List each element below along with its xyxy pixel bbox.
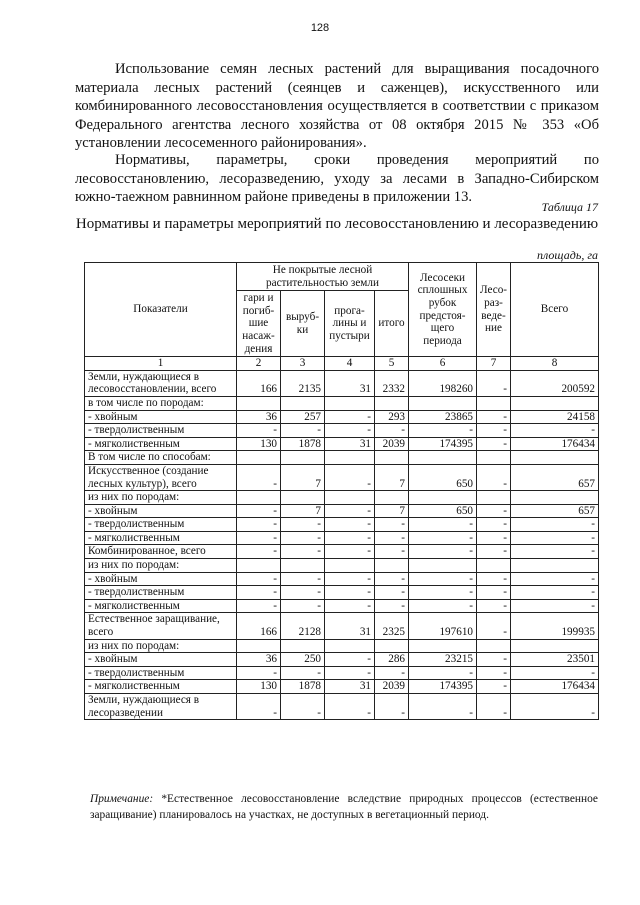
column-number: 1 xyxy=(85,357,237,371)
cell-value: 200592 xyxy=(511,370,599,396)
cell-value xyxy=(237,639,281,653)
cell-value: 257 xyxy=(281,410,325,424)
paragraph-seed-use xyxy=(75,60,599,153)
row-label: - мягколиственным xyxy=(85,531,237,545)
cell-value xyxy=(477,491,511,505)
cell-value: - xyxy=(477,464,511,490)
row-label: - хвойным xyxy=(85,504,237,518)
cell-value: 657 xyxy=(511,504,599,518)
cell-value xyxy=(375,396,409,410)
cell-value xyxy=(477,451,511,465)
row-label: Искусственное (создание лесных культур), всего xyxy=(85,464,237,490)
cell-value: - xyxy=(477,694,511,720)
table-row xyxy=(85,666,599,680)
table-row xyxy=(85,437,599,451)
cell-value xyxy=(375,559,409,573)
cell-value: - xyxy=(511,545,599,559)
cell-value xyxy=(409,451,477,465)
cell-value: 7 xyxy=(281,504,325,518)
row-label: в том числе по породам: xyxy=(85,396,237,410)
cell-value: - xyxy=(511,694,599,720)
cell-value xyxy=(375,639,409,653)
cell-value: - xyxy=(375,666,409,680)
cell-value: - xyxy=(409,545,477,559)
header-all: Всего xyxy=(511,263,599,357)
cell-value: - xyxy=(281,599,325,613)
cell-value: - xyxy=(477,370,511,396)
table-row xyxy=(85,464,599,490)
cell-value xyxy=(375,451,409,465)
cell-value: - xyxy=(375,599,409,613)
cell-value xyxy=(409,559,477,573)
cell-value: - xyxy=(409,424,477,438)
cell-value: 130 xyxy=(237,680,281,694)
cell-value: - xyxy=(325,586,375,600)
cell-value: - xyxy=(375,531,409,545)
row-label: - твердолиственным xyxy=(85,424,237,438)
column-number: 2 xyxy=(237,357,281,371)
row-label: из них по породам: xyxy=(85,639,237,653)
table-row xyxy=(85,653,599,667)
cell-value: 36 xyxy=(237,410,281,424)
cell-value: - xyxy=(237,424,281,438)
cell-value: - xyxy=(477,613,511,639)
cell-value xyxy=(325,396,375,410)
cell-value: - xyxy=(237,531,281,545)
table-row xyxy=(85,424,599,438)
cell-value: - xyxy=(237,586,281,600)
cell-value: 7 xyxy=(375,504,409,518)
table-row xyxy=(85,396,599,410)
cell-value: - xyxy=(477,531,511,545)
cell-value: 23501 xyxy=(511,653,599,667)
cell-value xyxy=(511,639,599,653)
header-glades: прога-лины и пустыри xyxy=(325,291,375,357)
table-row xyxy=(85,410,599,424)
cell-value: - xyxy=(477,666,511,680)
cell-value xyxy=(325,559,375,573)
cell-value xyxy=(409,639,477,653)
cell-value: - xyxy=(409,586,477,600)
cell-value xyxy=(375,491,409,505)
column-number: 5 xyxy=(375,357,409,371)
row-label: Земли, нуждающиеся в лесоразведении xyxy=(85,694,237,720)
units-label: площадь, га xyxy=(537,248,598,262)
reforestation-table xyxy=(84,262,599,720)
cell-value: - xyxy=(477,586,511,600)
cell-value: - xyxy=(325,518,375,532)
cell-value: 130 xyxy=(237,437,281,451)
paragraph-text: Нормативы, параметры, сроки проведения мероприятий по лесовосстановлению, лесоразведению, уходу за лесами в Западно-Сибирском южно-таежном равнинном районе приведены в приложении 13. xyxy=(75,152,599,206)
cell-value: 31 xyxy=(325,437,375,451)
cell-value xyxy=(477,559,511,573)
cell-value: 24158 xyxy=(511,410,599,424)
row-label: - хвойным xyxy=(85,653,237,667)
cell-value: 1878 xyxy=(281,680,325,694)
table-row xyxy=(85,491,599,505)
cell-value xyxy=(281,559,325,573)
cell-value: 166 xyxy=(237,370,281,396)
cell-value xyxy=(237,451,281,465)
cell-value: 36 xyxy=(237,653,281,667)
cell-value: 176434 xyxy=(511,680,599,694)
cell-value xyxy=(511,451,599,465)
cell-value: - xyxy=(477,518,511,532)
cell-value: 650 xyxy=(409,464,477,490)
cell-value: - xyxy=(409,599,477,613)
cell-value: 650 xyxy=(409,504,477,518)
row-label: - твердолиственным xyxy=(85,666,237,680)
cell-value: 31 xyxy=(325,613,375,639)
cell-value: - xyxy=(477,653,511,667)
cell-value: - xyxy=(375,694,409,720)
row-label: Земли, нуждающиеся в лесовосстановлении, всего xyxy=(85,370,237,396)
table-row xyxy=(85,680,599,694)
header-cuttings: выруб-ки xyxy=(281,291,325,357)
header-burned: гари и погиб-шие насаж-дения xyxy=(237,291,281,357)
table-row xyxy=(85,504,599,518)
cell-value: - xyxy=(511,424,599,438)
cell-value xyxy=(281,491,325,505)
header-indicators: Показатели xyxy=(85,263,237,357)
table-row xyxy=(85,694,599,720)
cell-value: 174395 xyxy=(409,437,477,451)
cell-value xyxy=(477,396,511,410)
table-label: Таблица 17 xyxy=(541,200,598,214)
paragraph-text: Использование семян лесных растений для выращивания посадочного материала лесных растений (сеянцев и саженцев), искусственного или комбинированного лесовосстановления осуществляется в соответствии с приказом Федерального агентства лесного хозяйства от 08 октября 2015 № 353 «Об установлении лесосеменного районирования». xyxy=(75,61,599,152)
cell-value: - xyxy=(511,572,599,586)
cell-value: - xyxy=(237,694,281,720)
row-label: - хвойным xyxy=(85,572,237,586)
cell-value: - xyxy=(325,531,375,545)
cell-value: - xyxy=(375,586,409,600)
cell-value: - xyxy=(325,424,375,438)
cell-value: - xyxy=(511,531,599,545)
header-not-covered-group: Не покрытые лесной растительностью земли xyxy=(237,263,409,291)
cell-value: - xyxy=(375,424,409,438)
cell-value: - xyxy=(477,545,511,559)
cell-value: 197610 xyxy=(409,613,477,639)
cell-value: - xyxy=(237,599,281,613)
cell-value xyxy=(237,396,281,410)
paragraph-norms xyxy=(75,151,599,207)
cell-value: - xyxy=(325,572,375,586)
row-label: Естественное заращивание, всего xyxy=(85,613,237,639)
column-number: 3 xyxy=(281,357,325,371)
cell-value xyxy=(325,491,375,505)
cell-value: - xyxy=(375,572,409,586)
cell-value: 23865 xyxy=(409,410,477,424)
cell-value: - xyxy=(325,599,375,613)
note-text: *Естественное лесовосстановление вследствие природных процессов (естественное заращивание) планировалось на участках, не доступных в вегетационный период. xyxy=(90,793,598,821)
cell-value xyxy=(237,559,281,573)
table-row xyxy=(85,518,599,532)
cell-value: 2332 xyxy=(375,370,409,396)
cell-value: 23215 xyxy=(409,653,477,667)
cell-value: - xyxy=(409,694,477,720)
cell-value: - xyxy=(325,666,375,680)
cell-value: 250 xyxy=(281,653,325,667)
cell-value: - xyxy=(375,518,409,532)
cell-value: 2135 xyxy=(281,370,325,396)
cell-value: - xyxy=(281,694,325,720)
table-row xyxy=(85,572,599,586)
column-number: 6 xyxy=(409,357,477,371)
cell-value: 2325 xyxy=(375,613,409,639)
header-clearcuts: Лесосеки сплошных рубок предстоя-щего периода xyxy=(409,263,477,357)
row-label: из них по породам: xyxy=(85,491,237,505)
cell-value: - xyxy=(477,572,511,586)
cell-value: - xyxy=(477,680,511,694)
cell-value: - xyxy=(281,424,325,438)
cell-value xyxy=(511,491,599,505)
row-label: из них по породам: xyxy=(85,559,237,573)
cell-value: - xyxy=(409,666,477,680)
row-label: - твердолиственным xyxy=(85,518,237,532)
cell-value xyxy=(237,491,281,505)
column-number: 8 xyxy=(511,357,599,371)
cell-value: - xyxy=(409,518,477,532)
row-label: - мягколиственным xyxy=(85,437,237,451)
cell-value: 1878 xyxy=(281,437,325,451)
cell-value: - xyxy=(477,410,511,424)
table-row xyxy=(85,531,599,545)
cell-value: 7 xyxy=(375,464,409,490)
cell-value: - xyxy=(409,572,477,586)
cell-value: - xyxy=(237,518,281,532)
cell-value: 174395 xyxy=(409,680,477,694)
table-row xyxy=(85,586,599,600)
cell-value: - xyxy=(281,531,325,545)
row-label: - твердолиственным xyxy=(85,586,237,600)
cell-value: 198260 xyxy=(409,370,477,396)
cell-value: 176434 xyxy=(511,437,599,451)
cell-value xyxy=(511,396,599,410)
cell-value: 166 xyxy=(237,613,281,639)
row-label: В том числе по способам: xyxy=(85,451,237,465)
table-row xyxy=(85,559,599,573)
cell-value: - xyxy=(511,518,599,532)
cell-value: - xyxy=(477,599,511,613)
row-label: - мягколиственным xyxy=(85,599,237,613)
cell-value: - xyxy=(325,653,375,667)
cell-value: - xyxy=(281,572,325,586)
cell-value: - xyxy=(477,437,511,451)
cell-value xyxy=(511,559,599,573)
cell-value: - xyxy=(511,666,599,680)
cell-value: - xyxy=(375,545,409,559)
cell-value: - xyxy=(325,504,375,518)
cell-value: - xyxy=(325,545,375,559)
cell-value: 7 xyxy=(281,464,325,490)
header-afforestation: Лесо-раз-веде-ние xyxy=(477,263,511,357)
table-row xyxy=(85,545,599,559)
cell-value: - xyxy=(511,586,599,600)
cell-value xyxy=(477,639,511,653)
cell-value xyxy=(281,451,325,465)
cell-value: - xyxy=(511,599,599,613)
cell-value: 2128 xyxy=(281,613,325,639)
cell-value: - xyxy=(281,518,325,532)
table-note xyxy=(90,791,598,823)
cell-value: - xyxy=(409,531,477,545)
table-body xyxy=(85,370,599,719)
cell-value: - xyxy=(281,586,325,600)
cell-value: 2039 xyxy=(375,437,409,451)
table-row xyxy=(85,599,599,613)
cell-value: - xyxy=(477,504,511,518)
cell-value: - xyxy=(281,666,325,680)
column-number-row xyxy=(85,357,599,371)
table-row xyxy=(85,613,599,639)
table-row xyxy=(85,370,599,396)
header-total: итого xyxy=(375,291,409,357)
cell-value xyxy=(325,639,375,653)
page-number: 128 xyxy=(310,22,330,34)
cell-value: 293 xyxy=(375,410,409,424)
row-label: Комбинированное, всего xyxy=(85,545,237,559)
cell-value: - xyxy=(237,464,281,490)
cell-value xyxy=(409,491,477,505)
cell-value: - xyxy=(325,410,375,424)
cell-value xyxy=(281,396,325,410)
cell-value: 31 xyxy=(325,680,375,694)
cell-value xyxy=(281,639,325,653)
column-number: 4 xyxy=(325,357,375,371)
cell-value: 199935 xyxy=(511,613,599,639)
cell-value: 2039 xyxy=(375,680,409,694)
row-label: - хвойным xyxy=(85,410,237,424)
cell-value: 286 xyxy=(375,653,409,667)
cell-value: - xyxy=(237,504,281,518)
cell-value: - xyxy=(237,545,281,559)
cell-value: - xyxy=(237,666,281,680)
cell-value: 31 xyxy=(325,370,375,396)
cell-value: - xyxy=(237,572,281,586)
column-number: 7 xyxy=(477,357,511,371)
cell-value: - xyxy=(477,424,511,438)
table-row xyxy=(85,639,599,653)
row-label: - мягколиственным xyxy=(85,680,237,694)
cell-value: 657 xyxy=(511,464,599,490)
cell-value: - xyxy=(325,464,375,490)
table-title: Нормативы и параметры мероприятий по лесовосстановлению и лесоразведению xyxy=(75,216,599,232)
table-row xyxy=(85,451,599,465)
cell-value: - xyxy=(325,694,375,720)
note-label: Примечание: xyxy=(90,793,154,805)
cell-value xyxy=(409,396,477,410)
cell-value xyxy=(325,451,375,465)
cell-value: - xyxy=(281,545,325,559)
